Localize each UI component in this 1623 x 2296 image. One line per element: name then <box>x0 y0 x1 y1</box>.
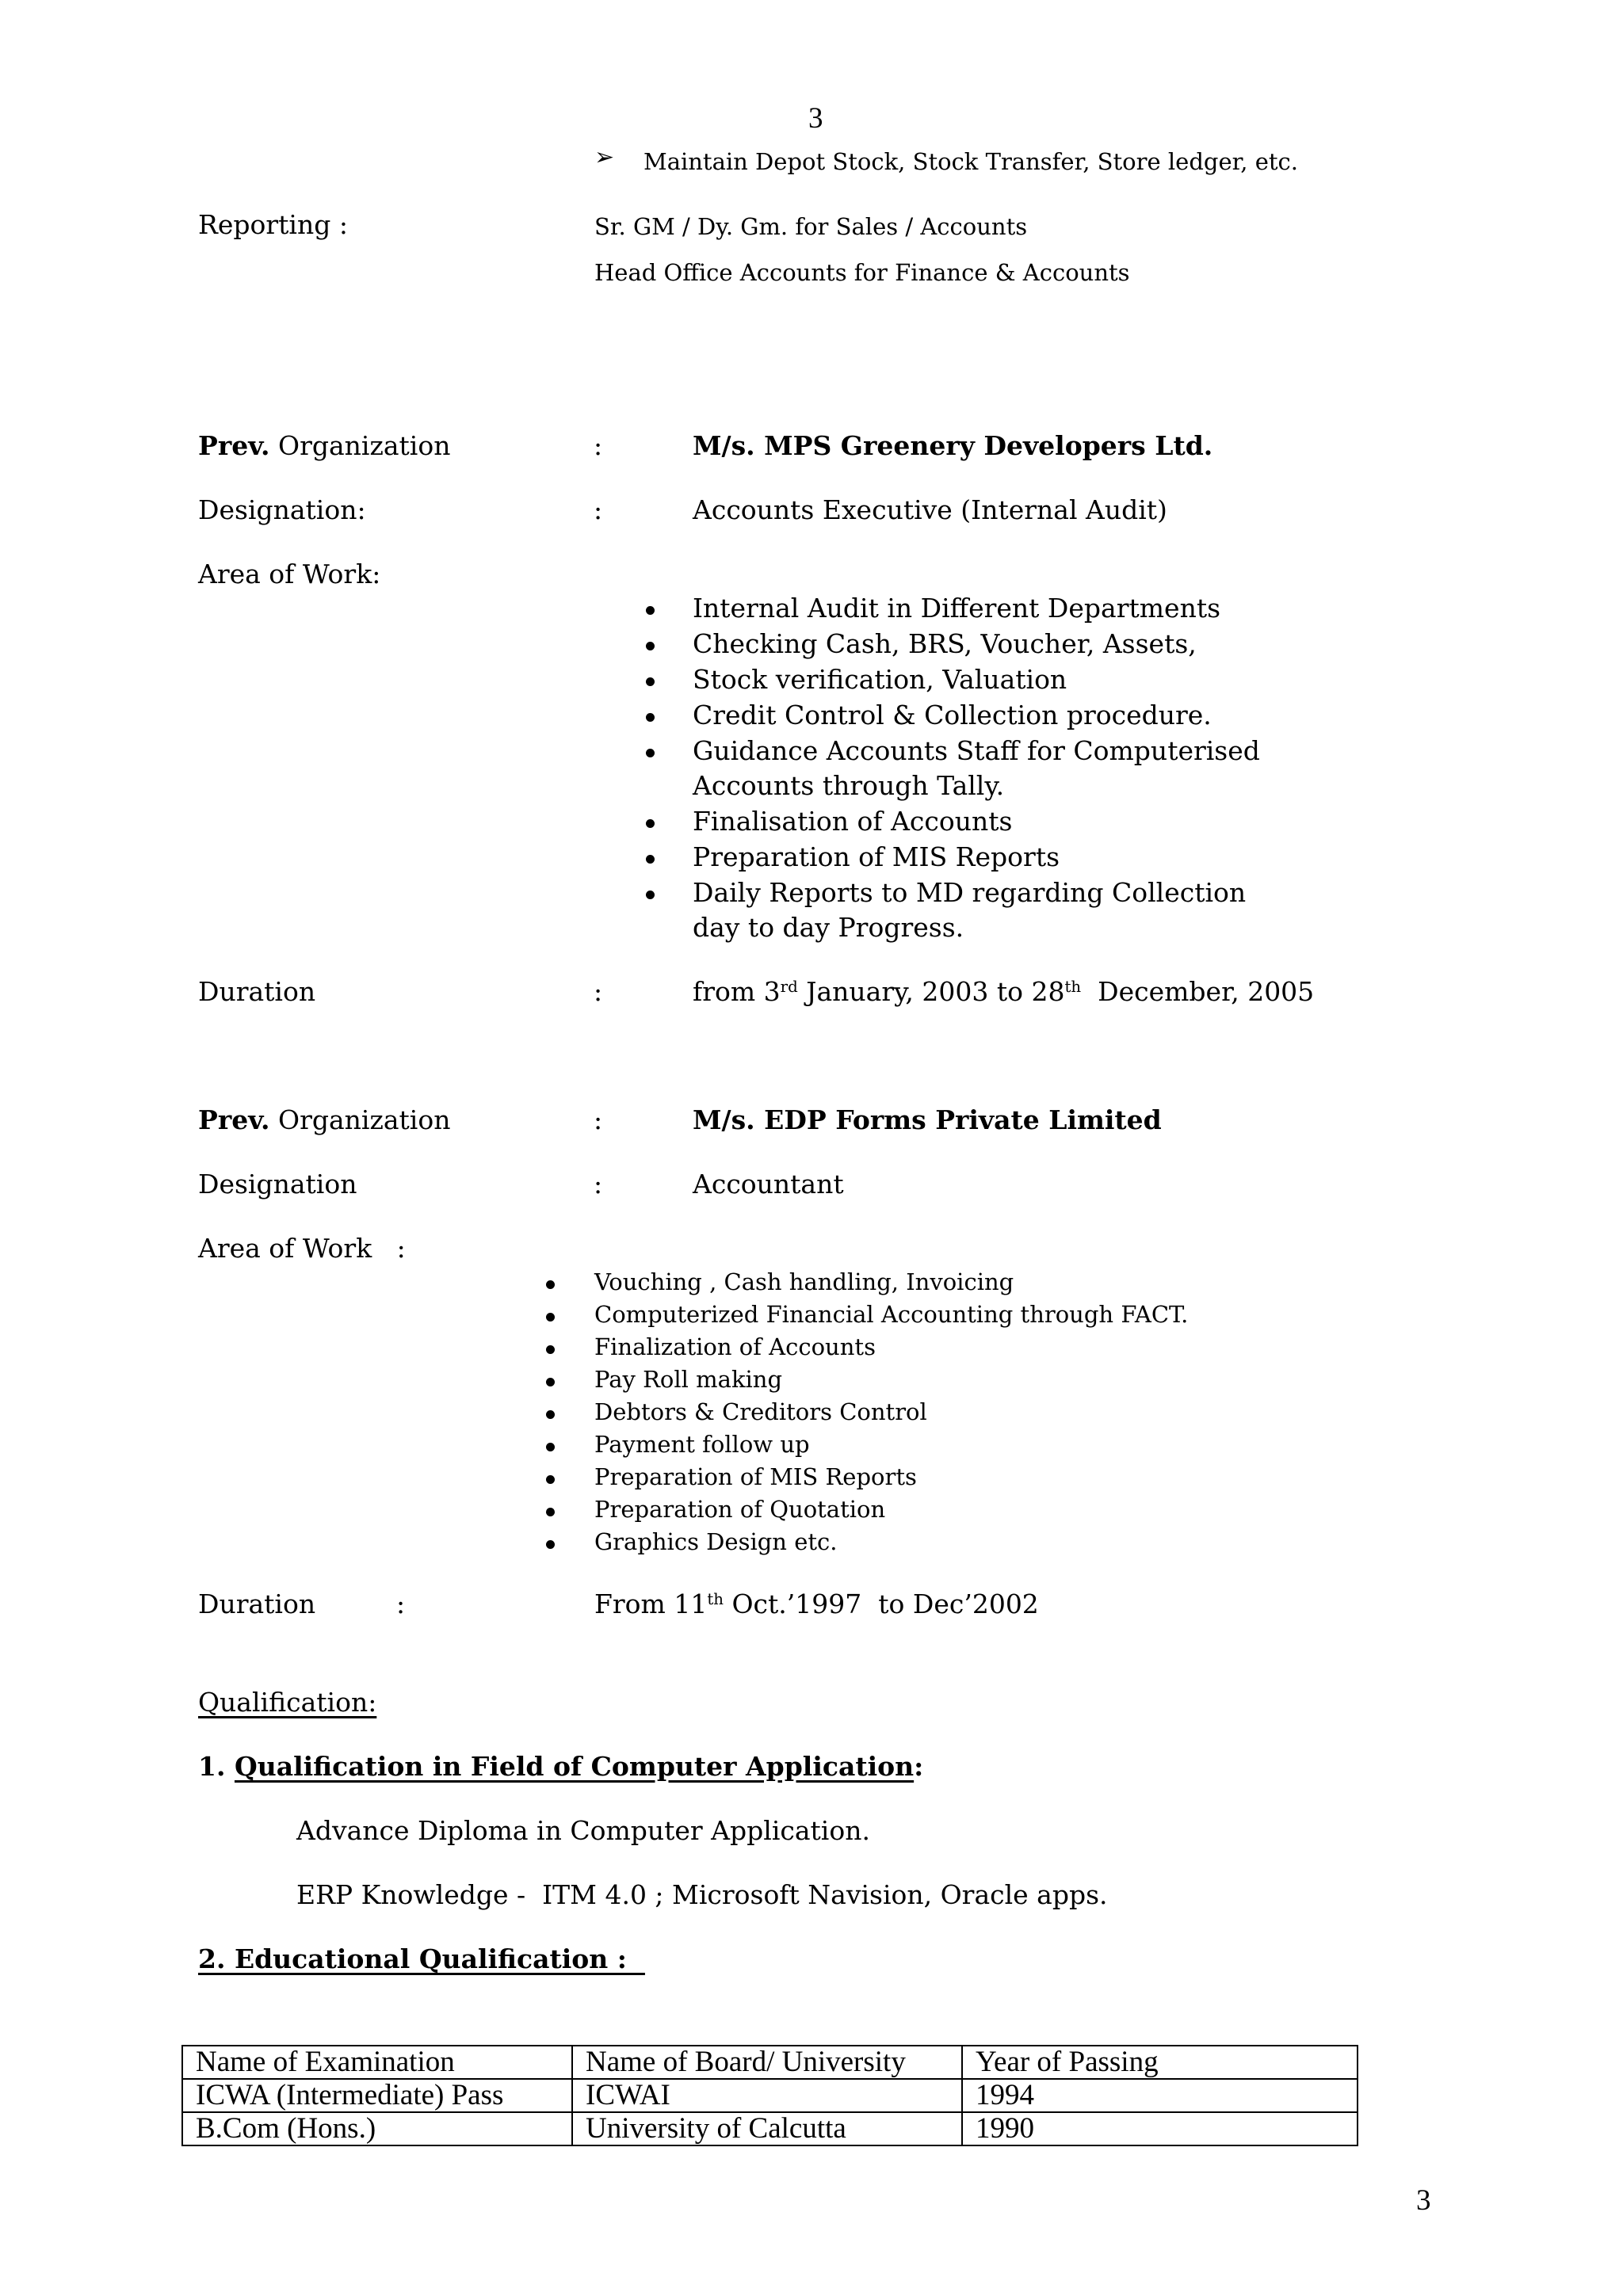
computer-qualification-line-2: ERP Knowledge - ITM 4.0 ; Microsoft Navision, Oracle apps. <box>296 1879 1108 1910</box>
table-cell: 1994 <box>962 2079 1358 2112</box>
org1-item: Stock verification, Valuation <box>693 664 1067 695</box>
bullet-icon <box>546 1280 555 1289</box>
org1-designation-colon: : <box>594 494 603 525</box>
org2-item: Computerized Financial Accounting through FACT. <box>594 1301 1189 1328</box>
bullet-icon <box>546 1475 555 1484</box>
org2-colon: : <box>594 1104 603 1135</box>
org2-item: Finalization of Accounts <box>594 1333 876 1360</box>
bullet-icon <box>546 1345 555 1354</box>
bullet-icon <box>646 819 655 828</box>
bullet-icon <box>546 1443 555 1451</box>
org2-item: Graphics Design etc. <box>594 1528 838 1555</box>
org2-designation: Accountant <box>693 1169 844 1199</box>
org2-duration: From 11th Oct.’1997 to Dec’2002 <box>594 1589 1039 1619</box>
table-header-row <box>182 2046 1358 2079</box>
educational-qualification-heading: 2. Educational Qualification : <box>198 1943 645 1974</box>
org2-name: M/s. EDP Forms Private Limited <box>693 1104 1162 1135</box>
org2-designation-label: Designation <box>198 1169 357 1199</box>
org2-designation-colon: : <box>594 1169 603 1199</box>
org1-duration-colon: : <box>594 976 603 1007</box>
table-cell: University of Calcutta <box>572 2112 962 2145</box>
org2-item: Preparation of MIS Reports <box>594 1463 917 1490</box>
bullet-icon <box>646 642 655 650</box>
page-number-top: 3 <box>808 102 823 135</box>
org2-duration-label: Duration <box>198 1589 316 1619</box>
bullet-icon <box>646 855 655 864</box>
org2-duration-colon: : <box>396 1589 406 1619</box>
org2-organization-label: Organization <box>278 1104 451 1135</box>
bullet-icon <box>646 891 655 899</box>
reporting-line-1: Sr. GM / Dy. Gm. for Sales / Accounts <box>594 213 1028 240</box>
org1-designation: Accounts Executive (Internal Audit) <box>693 494 1167 525</box>
arrow-bullet-icon: ➢ <box>594 143 615 171</box>
computer-qualification-line-1: Advance Diploma in Computer Application. <box>296 1815 870 1846</box>
org1-organization-label: Organization <box>278 430 451 461</box>
org1-designation-label: Designation: <box>198 494 366 525</box>
org1-item: Credit Control & Collection procedure. <box>693 700 1212 730</box>
bullet-icon <box>546 1508 555 1516</box>
reporting-line-2: Head Office Accounts for Finance & Accounts <box>594 259 1130 286</box>
org2-item: Vouching , Cash handling, Invoicing <box>594 1268 1014 1295</box>
bullet-icon <box>646 606 655 615</box>
org1-colon: : <box>594 430 603 461</box>
org1-item-continuation: Accounts through Tally. <box>693 770 1005 801</box>
bullet-icon <box>546 1410 555 1419</box>
org1-item: Checking Cash, BRS, Voucher, Assets, <box>693 628 1197 659</box>
table-cell: ICWA (Intermediate) Pass <box>182 2079 572 2112</box>
table-cell: ICWAI <box>572 2079 962 2112</box>
table-row <box>182 2079 1358 2112</box>
org1-item: Finalisation of Accounts <box>693 806 1013 837</box>
top-bullet-item: Maintain Depot Stock, Stock Transfer, Store ledger, etc. <box>643 148 1299 175</box>
org2-area-label: Area of Work : <box>198 1233 406 1264</box>
org2-label <box>198 1104 450 1135</box>
org2-item: Payment follow up <box>594 1431 810 1458</box>
table-cell: B.Com (Hons.) <box>182 2112 572 2145</box>
table-header-cell: Year of Passing <box>962 2046 1358 2079</box>
org1-label <box>198 430 450 461</box>
bullet-icon <box>646 713 655 722</box>
org1-duration-label: Duration <box>198 976 316 1007</box>
org2-item: Debtors & Creditors Control <box>594 1398 927 1425</box>
bullet-icon <box>646 677 655 686</box>
org2-item: Preparation of Quotation <box>594 1496 886 1523</box>
qualification-heading: Qualification: <box>198 1687 377 1718</box>
bullet-icon <box>646 749 655 757</box>
org2-item: Pay Roll making <box>594 1366 783 1393</box>
computer-qualification-heading: 1. Qualification in Field of Computer Application: <box>198 1751 924 1782</box>
bullet-icon <box>546 1313 555 1322</box>
org1-prev-label: Prev. <box>198 430 270 461</box>
table-cell: 1990 <box>962 2112 1358 2145</box>
org1-item: Guidance Accounts Staff for Computerised <box>693 735 1260 766</box>
org1-item: Internal Audit in Different Departments <box>693 593 1221 624</box>
page-number-bottom: 3 <box>1416 2184 1431 2217</box>
reporting-label: Reporting : <box>198 209 348 240</box>
org2-prev-label: Prev. <box>198 1104 270 1135</box>
table-header-cell: Name of Examination <box>182 2046 572 2079</box>
org1-item: Daily Reports to MD regarding Collection <box>693 877 1247 908</box>
bullet-icon <box>546 1540 555 1549</box>
education-table <box>181 2045 1358 2146</box>
org1-item: Preparation of MIS Reports <box>693 841 1060 872</box>
org1-area-label: Area of Work: <box>198 559 381 589</box>
org1-name: M/s. MPS Greenery Developers Ltd. <box>693 430 1213 461</box>
table-row <box>182 2112 1358 2145</box>
bullet-icon <box>546 1378 555 1386</box>
org1-duration: from 3rd January, 2003 to 28th December, 2005 <box>693 976 1315 1007</box>
table-header-cell: Name of Board/ University <box>572 2046 962 2079</box>
org1-item-continuation: day to day Progress. <box>693 912 964 943</box>
